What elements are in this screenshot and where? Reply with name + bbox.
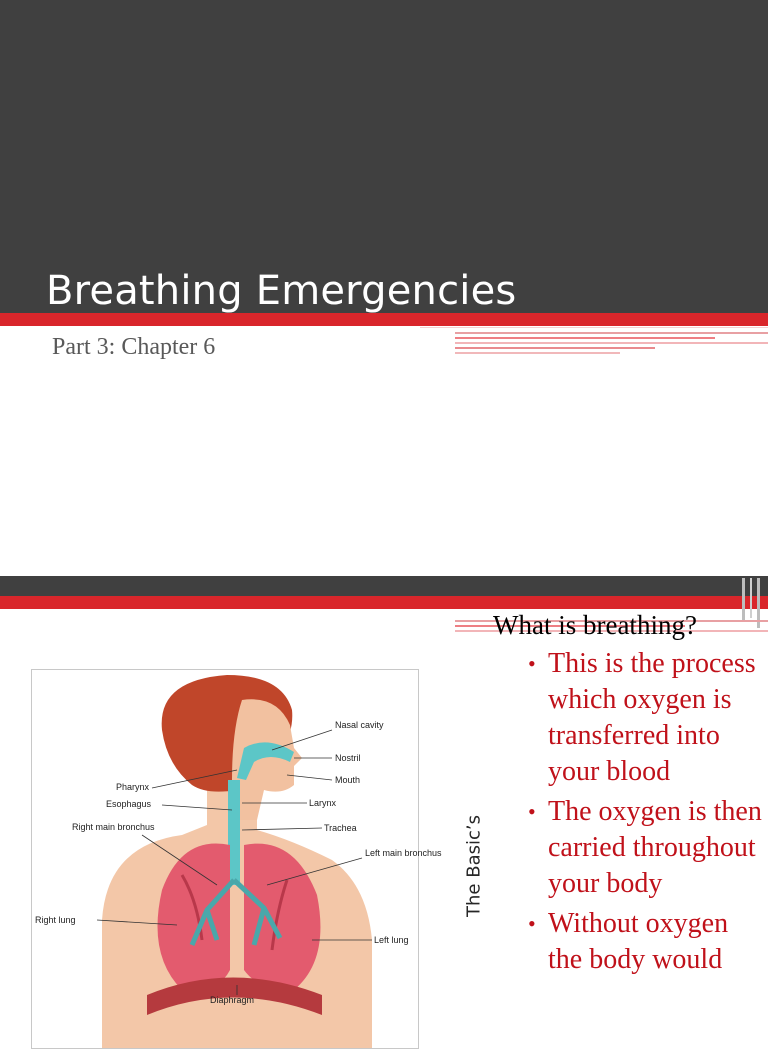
respiratory-system-figure — [31, 669, 442, 1049]
bullet-icon: • — [528, 799, 536, 824]
label-larynx: Larynx — [309, 798, 337, 808]
list-item: • The oxygen is then carried throughout your body — [528, 796, 762, 899]
title-accent-bar — [0, 313, 768, 326]
anatomy-illustration — [32, 670, 442, 1048]
label-nasal-cavity: Nasal cavity — [335, 720, 384, 730]
content-slide — [0, 576, 768, 1024]
label-mouth: Mouth — [335, 775, 361, 785]
slide-subtitle: Part 3: Chapter 6 — [52, 334, 216, 360]
label-left-lung: Left lung — [374, 935, 409, 945]
label-pharynx: Pharynx — [116, 782, 150, 792]
content-accent-bar — [0, 596, 768, 609]
bullet-icon: • — [528, 911, 536, 936]
title-dark-band — [0, 0, 768, 313]
label-left-main-bronchus: Left main bronchus — [365, 848, 442, 858]
slide-gap — [0, 560, 768, 576]
slide-title: Breathing Emergencies — [46, 268, 517, 314]
section-vertical-label: The Basic’s — [463, 815, 485, 917]
label-trachea: Trachea — [324, 823, 357, 833]
bullet-list — [528, 646, 768, 982]
content-heading: What is breathing? — [493, 610, 697, 640]
content-dark-band — [0, 576, 768, 596]
label-diaphragm: Diaphragm — [210, 995, 255, 1005]
list-item: • Without oxygen the body would — [528, 908, 729, 975]
list-item: • This is the process which oxygen is transferred into your blood — [528, 648, 756, 787]
bullet-icon: • — [528, 651, 536, 676]
label-right-main-bronchus: Right main bronchus — [72, 822, 155, 832]
label-nostril: Nostril — [335, 753, 361, 763]
label-right-lung: Right lung — [35, 915, 76, 925]
label-esophagus: Esophagus — [106, 799, 152, 809]
